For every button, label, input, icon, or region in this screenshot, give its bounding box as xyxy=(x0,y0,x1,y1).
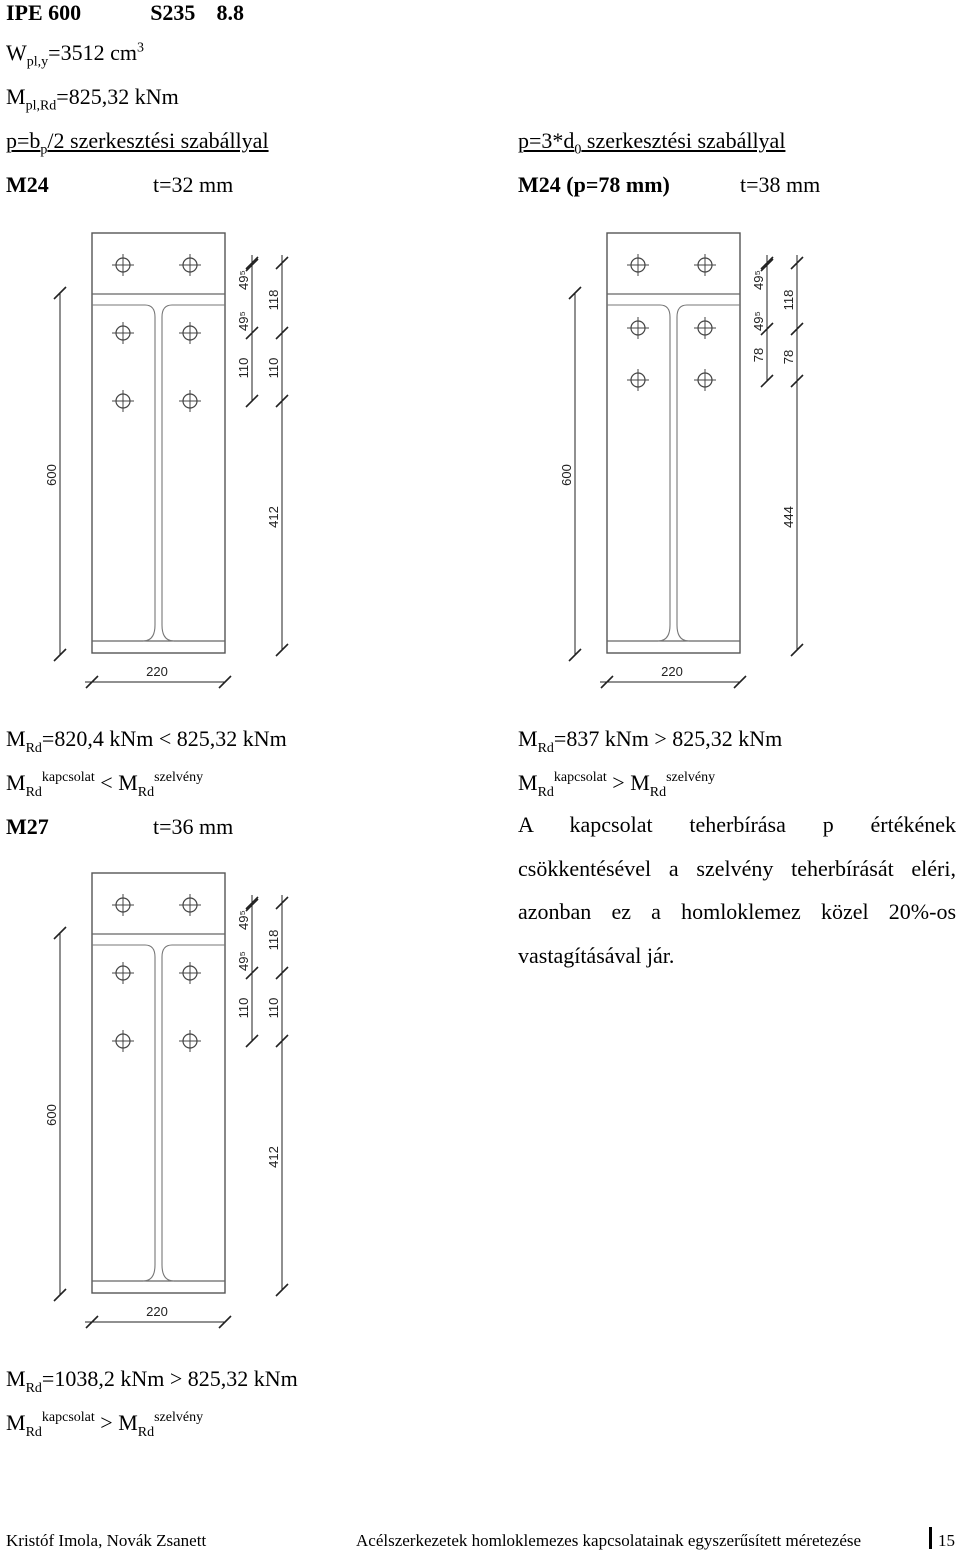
case-b-rule-pre: p=3*d xyxy=(518,128,575,153)
cmp-sup1: kapcsolat xyxy=(41,770,95,785)
cmp-sub1: Rd xyxy=(25,785,42,800)
case-a-result-value: =820,4 kNm < 825,32 kNm xyxy=(41,726,287,751)
case-a-rule-sub: p xyxy=(40,142,48,158)
inner-dim-a-label-2: 49⁵ xyxy=(236,951,251,971)
end-plate-drawing xyxy=(44,873,288,1328)
width-dim-label: 220 xyxy=(661,664,683,679)
case-b-bolt-line xyxy=(518,172,670,198)
inner-dim-a-label-3: 110 xyxy=(236,997,251,1019)
case-a-thickness: t=32 mm xyxy=(153,172,234,197)
cmp-sub2: Rd xyxy=(649,785,667,800)
web-left xyxy=(658,305,670,641)
case-a-rule-pre: p=b xyxy=(6,128,41,153)
inner-dim-b-label-3: 412 xyxy=(266,506,281,528)
case-b-result xyxy=(518,726,782,756)
web-right xyxy=(162,305,174,641)
inner-dim-a-label-2: 49⁵ xyxy=(751,311,766,331)
case-c-result-sub: Rd xyxy=(25,1381,42,1396)
web-right xyxy=(162,945,174,1281)
wpl-exp: 3 xyxy=(136,40,144,56)
end-plate-drawing xyxy=(44,233,288,688)
cmp-m1: M xyxy=(6,1410,26,1435)
footer-title: Acélszerkezetek homloklemezes kapcsolatainak egyszerűsített méretezése xyxy=(356,1531,862,1550)
bolt-hole xyxy=(179,322,201,344)
end-plate-drawing xyxy=(559,233,803,688)
web-right xyxy=(677,305,689,641)
case-a-bolt: M24 xyxy=(6,172,49,197)
cmp-sup2: szelvény xyxy=(666,770,716,785)
cmp-sub2: Rd xyxy=(137,785,155,800)
mpl-line xyxy=(6,84,179,114)
cmp-sub1: Rd xyxy=(537,785,554,800)
footer-authors: Kristóf Imola, Novák Zsanett xyxy=(6,1531,207,1550)
cmp-m2: M xyxy=(118,1410,138,1435)
height-dim-label: 600 xyxy=(44,1104,59,1126)
wpl-line xyxy=(6,40,144,70)
case-c-bolt: M27 xyxy=(6,814,49,839)
bolt-hole xyxy=(627,254,649,276)
profile-name: IPE 600 xyxy=(6,0,82,25)
bolt-hole xyxy=(694,317,716,339)
end-plate-outline xyxy=(92,873,225,1293)
case-a-result xyxy=(6,726,287,756)
mpl-symbol: M xyxy=(6,84,26,109)
bolt-hole xyxy=(179,254,201,276)
case-b-result-sub: Rd xyxy=(537,741,554,756)
inner-dim-b-label-1: 118 xyxy=(266,929,281,951)
inner-dim-b-label-2: 110 xyxy=(266,997,281,1019)
drawing-case-b xyxy=(555,225,845,695)
cmp-sup2: szelvény xyxy=(154,770,204,785)
width-dim-label: 220 xyxy=(146,664,168,679)
inner-dim-a-label-1: 49⁵ xyxy=(236,270,251,290)
inner-dim-a-label-2: 49⁵ xyxy=(236,311,251,331)
wpl-symbol: W xyxy=(6,40,27,65)
case-c-thickness: t=36 mm xyxy=(153,814,234,839)
bolt-hole xyxy=(179,390,201,412)
drawing-case-a xyxy=(40,225,330,695)
cmp-sup1: kapcsolat xyxy=(41,1410,95,1425)
mpl-value: =825,32 kNm xyxy=(56,84,179,109)
cmp-m2: M xyxy=(630,770,650,795)
section-title xyxy=(6,0,244,26)
inner-dim-b-label-1: 118 xyxy=(781,289,796,311)
case-b-result-sym: M xyxy=(518,726,538,751)
cmp-m2: M xyxy=(118,770,138,795)
drawing-case-c xyxy=(40,865,330,1335)
end-plate-outline xyxy=(92,233,225,653)
cmp-m1: M xyxy=(518,770,538,795)
case-c-comparison xyxy=(6,1410,203,1440)
wpl-sub: pl,y xyxy=(26,54,49,70)
height-dim-label: 600 xyxy=(559,464,574,486)
case-b-thickness: t=38 mm xyxy=(740,172,821,197)
bolt-hole xyxy=(694,369,716,391)
cmp-sub1: Rd xyxy=(25,1425,42,1440)
bolt-hole xyxy=(694,254,716,276)
bolt-hole xyxy=(112,322,134,344)
case-a-result-sym: M xyxy=(6,726,26,751)
case-c-result-value: =1038,2 kNm > 825,32 kNm xyxy=(41,1366,298,1391)
footer-separator xyxy=(929,1527,932,1549)
footer-page-number: 15 xyxy=(938,1531,955,1550)
bolt-hole xyxy=(112,1030,134,1052)
case-c-result-sym: M xyxy=(6,1366,26,1391)
web-left xyxy=(143,305,155,641)
cmp-m1: M xyxy=(6,770,26,795)
bolt-hole xyxy=(179,1030,201,1052)
cmp-op: < xyxy=(94,770,119,795)
case-b-rule-sub: 0 xyxy=(574,142,582,158)
bolt-hole xyxy=(112,894,134,916)
inner-dim-b-label-3: 444 xyxy=(781,506,796,528)
cmp-sup2: szelvény xyxy=(154,1410,204,1425)
inner-dim-a-label-3: 78 xyxy=(751,347,766,363)
case-b-bolt: M24 (p=78 mm) xyxy=(518,172,670,197)
cmp-sup1: kapcsolat xyxy=(553,770,607,785)
inner-dim-a-label-3: 110 xyxy=(236,357,251,379)
bolt-class: 8.8 xyxy=(216,0,244,25)
case-a-comparison xyxy=(6,770,203,800)
cmp-op: > xyxy=(606,770,631,795)
bolt-hole xyxy=(179,962,201,984)
inner-dim-a-label-1: 49⁵ xyxy=(751,270,766,290)
inner-dim-b-label-2: 78 xyxy=(781,349,796,365)
bolt-hole xyxy=(112,254,134,276)
case-b-rule-post: szerkesztési szabállyal xyxy=(581,128,786,153)
inner-dim-b-label-1: 118 xyxy=(266,289,281,311)
bolt-hole xyxy=(179,894,201,916)
bolt-hole xyxy=(112,390,134,412)
case-b-rule xyxy=(518,128,786,158)
bolt-hole xyxy=(112,962,134,984)
steel-grade: S235 xyxy=(150,0,196,25)
case-b-note: A kapcsolat teherbírása p értékének csökkentésével a szelvény teherbírását eléri, azonban ez a homloklemez közel 20%-os vastagításával jár. xyxy=(518,812,956,968)
cmp-op: > xyxy=(94,1410,119,1435)
case-b-comparison xyxy=(518,770,715,800)
bolt-hole xyxy=(627,317,649,339)
end-plate-outline xyxy=(607,233,740,653)
inner-dim-b-label-2: 110 xyxy=(266,357,281,379)
case-b-result-value: =837 kNm > 825,32 kNm xyxy=(553,726,783,751)
height-dim-label: 600 xyxy=(44,464,59,486)
mpl-sub: pl,Rd xyxy=(25,98,57,114)
case-a-rule xyxy=(6,128,269,158)
inner-dim-a-label-1: 49⁵ xyxy=(236,910,251,930)
case-c-result xyxy=(6,1366,298,1396)
web-left xyxy=(143,945,155,1281)
inner-dim-b-label-3: 412 xyxy=(266,1146,281,1168)
wpl-value: =3512 cm xyxy=(48,40,137,65)
width-dim-label: 220 xyxy=(146,1304,168,1319)
cmp-sub2: Rd xyxy=(137,1425,155,1440)
case-a-rule-post: /2 szerkesztési szabállyal xyxy=(47,128,269,153)
bolt-hole xyxy=(627,369,649,391)
case-a-result-sub: Rd xyxy=(25,741,42,756)
